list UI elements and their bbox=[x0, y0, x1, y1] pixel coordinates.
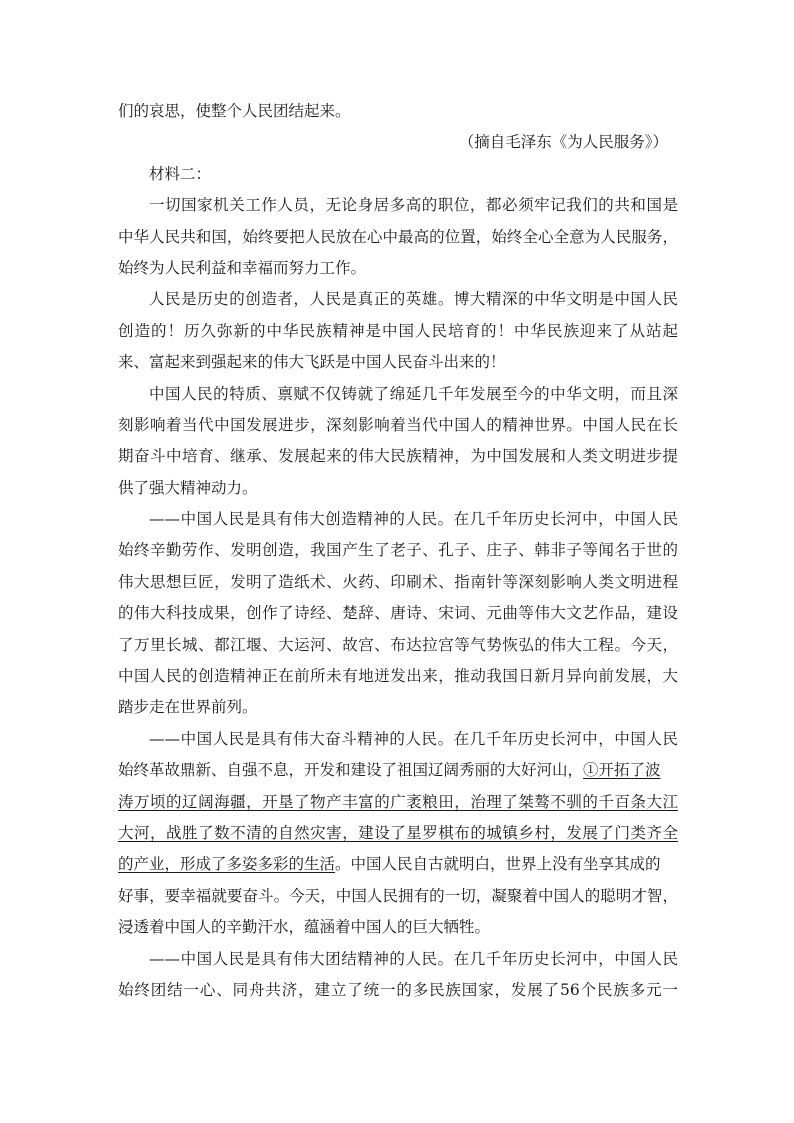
text-line: 浸透着中国人的辛勤汗水，蕴涵着中国人的巨大牺牲。 bbox=[118, 918, 491, 937]
text-line: 期奋斗中培育、继承、发展起来的伟大民族精神，为中国发展和人类文明进步提 bbox=[118, 447, 678, 466]
document-body bbox=[118, 96, 678, 1006]
underlined-sentence-1: 的产业，形成了多姿多彩的生活 bbox=[118, 855, 336, 874]
text-line: 供了强大精神动力。 bbox=[118, 478, 258, 497]
text-line: 的伟大科技成果，创作了诗经、楚辞、唐诗、宋词、元曲等伟大文艺作品，建设 bbox=[118, 604, 678, 623]
text-segment: 。中国人民自古就明白，世界上没有坐享其成的 bbox=[335, 855, 661, 874]
text-line: 了万里长城、都江堰、大运河、故宫、布达拉宫等气势恢弘的伟大工程。今天， bbox=[118, 635, 678, 654]
text-line: 中国人民的特质、禀赋不仅铸就了绵延几千年发展至今的中华文明，而且深 bbox=[149, 384, 678, 403]
underlined-sentence-1: ①开拓了波 bbox=[583, 761, 661, 780]
source-citation: （摘自毛泽东《为人民服务》） bbox=[458, 133, 668, 152]
text-line: 踏步走在世界前列。 bbox=[118, 698, 258, 717]
text-line: 刻影响着当代中国发展进步，深刻影响着当代中国人的精神世界。中国人民在长 bbox=[118, 415, 678, 434]
text-line bbox=[118, 787, 678, 818]
text-line: 中国人民的创造精神正在前所未有地迸发出来，推动我国日新月异向前发展，大 bbox=[118, 667, 678, 686]
paragraph-3 bbox=[118, 379, 678, 505]
underlined-sentence-1: 大河，战胜了数不清的自然灾害，建设了星罗棋布的城镇乡村，发展了门类齐全 bbox=[118, 823, 678, 842]
paragraph-1 bbox=[118, 190, 678, 284]
text-line bbox=[118, 755, 678, 786]
paragraph-4 bbox=[118, 504, 678, 724]
text-line: 中华人民共和国，始终要把人民放在心中最高的位置，始终全心全意为人民服务， bbox=[118, 227, 678, 246]
paragraph-5 bbox=[118, 724, 678, 944]
text-line: 始终团结一心、同舟共济，建立了统一的多民族国家，发展了56个民族多元一 bbox=[118, 980, 678, 999]
text-line: 一切国家机关工作人员，无论身居多高的职位，都必须牢记我们的共和国是 bbox=[149, 196, 678, 215]
text-line: 创造的！历久弥新的中华民族精神是中国人民培育的！中华民族迎来了从站起 bbox=[118, 321, 678, 340]
text-line: 人民是历史的创造者，人民是真正的英雄。博大精深的中华文明是中国人民 bbox=[149, 290, 678, 309]
paragraph-6 bbox=[118, 944, 678, 1007]
text-line: 好事，要幸福就要奋斗。今天，中国人民拥有的一切，凝聚着中国人的聪明才智， bbox=[118, 886, 678, 905]
text-line: ——中国人民是具有伟大奋斗精神的人民。在几千年历史长河中，中国人民 bbox=[149, 729, 678, 748]
text-line: ——中国人民是具有伟大团结精神的人民。在几千年历史长河中，中国人民 bbox=[149, 949, 678, 968]
text-line bbox=[118, 818, 678, 849]
text-line: 来、富起来到强起来的伟大飞跃是中国人民奋斗出来的！ bbox=[118, 353, 506, 372]
text-line: 伟大思想巨匠，发明了造纸术、火药、印刷术、指南针等深刻影响人类文明进程 bbox=[118, 572, 678, 591]
text-line: ——中国人民是具有伟大创造精神的人民。在几千年历史长河中，中国人民 bbox=[149, 510, 678, 529]
text-line: 们的哀思，使整个人民团结起来。 bbox=[118, 102, 351, 120]
text-line: 始终辛勤劳作、发明创造，我国产生了老子、孔子、庄子、韩非子等闻名于世的 bbox=[118, 541, 678, 560]
text-line: 始终为人民利益和幸福而努力工作。 bbox=[118, 258, 367, 277]
underlined-sentence-1: 涛万顷的辽阔海疆，开垦了物产丰富的广袤粮田，治理了桀骜不驯的千百条大江 bbox=[118, 792, 678, 811]
text-line bbox=[118, 849, 678, 880]
paragraph-2 bbox=[118, 284, 678, 378]
section-heading: 材料二： bbox=[149, 164, 212, 183]
text-segment: 始终革故鼎新、自强不息，开发和建设了祖国辽阔秀丽的大好河山， bbox=[118, 761, 584, 780]
